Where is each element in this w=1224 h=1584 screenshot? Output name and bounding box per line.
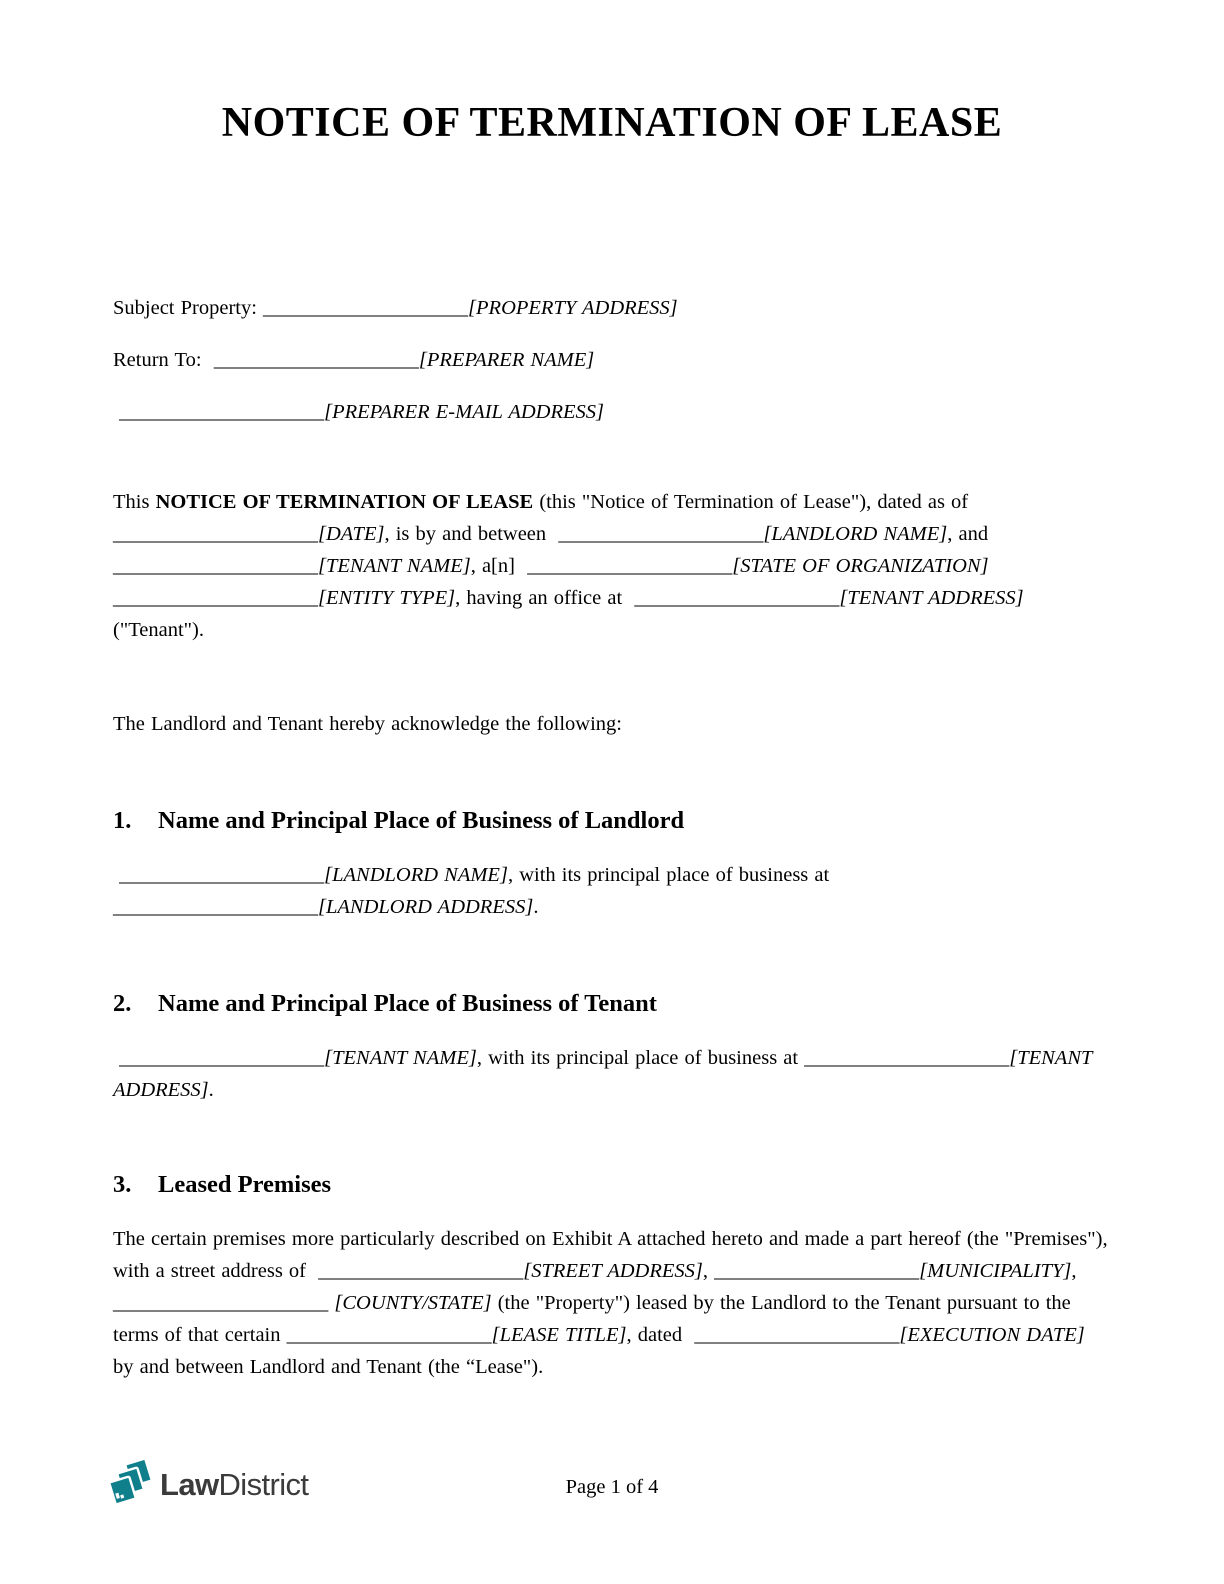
blank-field: ____________________ — [634, 587, 840, 609]
intro-paragraph — [113, 486, 1111, 646]
section-number: 3. — [113, 1171, 132, 1198]
blank-field: ____________________ — [113, 555, 318, 577]
placeholder-label: [EXECUTION DATE] — [899, 1324, 1085, 1346]
text-run: . — [533, 896, 539, 918]
text-run: , and — [947, 523, 995, 545]
return-to-line — [113, 344, 1111, 376]
text-run: , with its principal place of business at — [476, 1047, 805, 1069]
section-landlord-heading — [113, 804, 1111, 838]
placeholder-label: [COUNTY/STATE] — [334, 1292, 492, 1314]
section-landlord — [113, 804, 1111, 923]
section-tenant-heading — [113, 987, 1111, 1021]
blank-field: ____________________ — [318, 1260, 524, 1282]
blank-field: ____________________ — [113, 587, 318, 609]
header-fields — [113, 292, 1111, 428]
section-leased-premises-body — [113, 1223, 1114, 1383]
text-run: , a[n] — [470, 555, 528, 577]
section-number: 2. — [113, 990, 132, 1017]
placeholder-label: [LANDLORD NAME] — [324, 864, 508, 886]
text-run: NOTICE OF TERMINATION OF LEASE — [155, 491, 534, 513]
blank-field: ____________________ — [804, 1047, 1010, 1069]
section-landlord-body — [113, 859, 1111, 923]
placeholder-label: [ENTITY TYPE] — [318, 587, 456, 609]
blank-field: ____________________ — [694, 1324, 900, 1346]
brand-district-text: District — [218, 1467, 309, 1502]
placeholder-label: [PROPERTY ADDRESS] — [468, 297, 678, 319]
text-run: This — [113, 491, 156, 513]
blank-field: ____________________ — [527, 555, 733, 577]
text-run: . — [208, 1079, 214, 1101]
section-heading-text: Leased Premises — [158, 1171, 332, 1198]
section-heading-text: Name and Principal Place of Business of Landlord — [158, 807, 685, 834]
blank-field: ____________________ — [119, 864, 325, 886]
placeholder-label: [DATE] — [318, 523, 385, 545]
text-run: , — [1071, 1260, 1083, 1282]
text-run: Return To: — [113, 349, 214, 371]
blank-field: _____________________ — [113, 1292, 335, 1314]
placeholder-label: [LANDLORD NAME] — [763, 523, 948, 545]
page-indicator: Page 1 of 4 — [565, 1476, 659, 1498]
text-run: , is by and between — [384, 523, 559, 545]
placeholder-label: [STATE OF ORGANIZATION] — [732, 555, 989, 577]
page-title: NOTICE OF TERMINATION OF LEASE — [221, 100, 1003, 146]
placeholder-label: [STREET ADDRESS] — [523, 1260, 703, 1282]
blank-field: ____________________ — [286, 1324, 492, 1346]
text-run: , — [702, 1260, 715, 1282]
placeholder-label: [TENANT NAME] — [324, 1047, 477, 1069]
text-run: Subject Property: — [113, 297, 264, 319]
brand-law-text: Law — [160, 1467, 219, 1502]
blank-field: ____________________ — [119, 401, 325, 423]
section-tenant-body — [113, 1042, 1111, 1106]
section-number: 1. — [113, 807, 132, 834]
blank-field: ____________________ — [119, 1047, 325, 1069]
placeholder-label: [TENANT ADDRESS] — [113, 1047, 1098, 1101]
subject-property-line — [113, 292, 1111, 324]
text-run: The certain premises more particularly described on Exhibit A attached hereto and made a part hereof (the "Premises"), with a street address of — [113, 1228, 1114, 1282]
placeholder-label: [LEASE TITLE] — [491, 1324, 627, 1346]
page-footer — [0, 1455, 1224, 1535]
acknowledge-line: The Landlord and Tenant hereby acknowledge the following: — [113, 713, 622, 735]
blank-field: ____________________ — [263, 297, 469, 319]
placeholder-label: [PREPARER E-MAIL ADDRESS] — [324, 401, 604, 423]
text-run: (this "Notice of Termination of Lease"), dated as of — [533, 491, 975, 513]
text-run: (the "Property") leased by the Landlord to the Tenant pursuant to the terms of that certain — [113, 1292, 1077, 1346]
preparer-email-line — [113, 396, 1111, 428]
text-run: by and between Landlord and Tenant (the “Lease"). — [113, 1324, 1091, 1378]
text-run: , dated — [626, 1324, 695, 1346]
section-leased-premises — [113, 1168, 1114, 1383]
blank-field: ____________________ — [113, 523, 318, 545]
placeholder-label: [MUNICIPALITY] — [919, 1260, 1072, 1282]
text-run: ("Tenant"). — [113, 587, 1030, 641]
placeholder-label: [TENANT ADDRESS] — [839, 587, 1024, 609]
placeholder-label: [LANDLORD ADDRESS] — [318, 896, 534, 918]
section-leased-premises-heading — [113, 1168, 1111, 1202]
blank-field: ____________________ — [714, 1260, 920, 1282]
text-run — [989, 555, 995, 577]
text-run: , with its principal place of business at — [507, 864, 836, 886]
blank-field: ____________________ — [113, 896, 318, 918]
blank-field: ____________________ — [558, 523, 764, 545]
placeholder-label: [PREPARER NAME] — [418, 349, 595, 371]
section-tenant — [113, 987, 1111, 1106]
text-run: , having an office at — [455, 587, 635, 609]
blank-field: ____________________ — [213, 349, 419, 371]
placeholder-label: [TENANT NAME] — [318, 555, 471, 577]
section-heading-text: Name and Principal Place of Business of Tenant — [158, 990, 657, 1017]
